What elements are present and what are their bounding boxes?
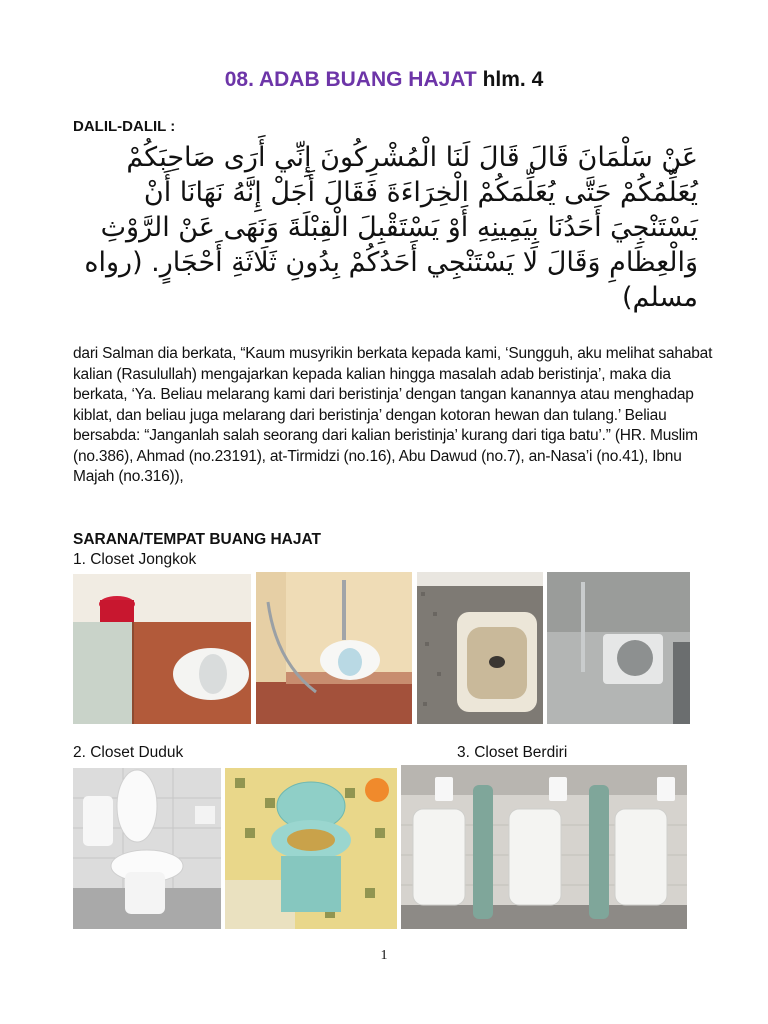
photo-squat-toilet-1 xyxy=(73,574,251,724)
page-title-main: 08. ADAB BUANG HAJAT xyxy=(224,68,477,91)
page-number: 1 xyxy=(380,948,388,963)
page-title xyxy=(0,68,768,92)
hadith-translation: dari Salman dia berkata, “Kaum musyrikin berkata kepada kami, ‘Sungguh, aku melihat sahabat kalian (Rasulullah) mengajarkan kepada kalian hingga masalah adab beristinja’, maka dia berkata, ‘Ya. Beliau melarang kami dari beristinja’ dengan tangan kanannya atau menghadap kiblat, dan beliau juga melarang dari beristinja’ dengan kotoran hewan dan tulang.’ Beliau bersabda: “Janganlah salah seorang dari kalian beristinja’ kurang dari tiga batu’.” (HR. Muslim (no.386), Ahmad (no.23191), at-Tirmidzi (no.16), Abu Dawud (no.7), an-Nasa’i (no.41), Ibnu Majah (no.316)), xyxy=(73,345,713,485)
label-closet-berdiri: 3. Closet Berdiri xyxy=(457,744,568,761)
label-closet-jongkok: 1. Closet Jongkok xyxy=(73,551,197,568)
arabic-hadith-text: عَنْ سَلْمَانَ قَالَ قَالَ لَنَا الْمُشْرِكُونَ إِنِّي أَرَى صَاحِبَكُمْ يُعَلِّمُكُمْ حَتَّى يُعَلِّمَكُمْ الْخِرَاءَةَ فَقَالَ أَجَلْ إِنَّهُ نَهَانَا أَنْ يَسْتَنْجِيَ أَحَدُنَا بِيَمِينِهِ أَوْ يَسْتَقْبِلَ الْقِبْلَةَ وَنَهَى عَنْ الرَّوْثِ وَالْعِظَامِ وَقَالَ لَا يَسْتَنْجِي أَحَدُكُمْ بِدُونِ ثَلَاثَةِ أَحْجَارٍ. (رواه مسلم) xyxy=(84,142,698,313)
page-title-suffix: hlm. 4 xyxy=(476,68,544,91)
photo-sitting-toilet-2 xyxy=(225,768,397,929)
photo-squat-toilet-2 xyxy=(256,572,412,724)
dalil-heading: DALIL-DALIL : xyxy=(73,118,176,135)
photo-standing-urinals xyxy=(401,765,687,929)
photo-sitting-toilet-1 xyxy=(73,768,221,929)
photo-squat-toilet-4 xyxy=(547,572,690,724)
label-closet-duduk: 2. Closet Duduk xyxy=(73,744,184,761)
section-heading: SARANA/TEMPAT BUANG HAJAT xyxy=(73,531,321,548)
photo-squat-toilet-3 xyxy=(417,572,543,724)
